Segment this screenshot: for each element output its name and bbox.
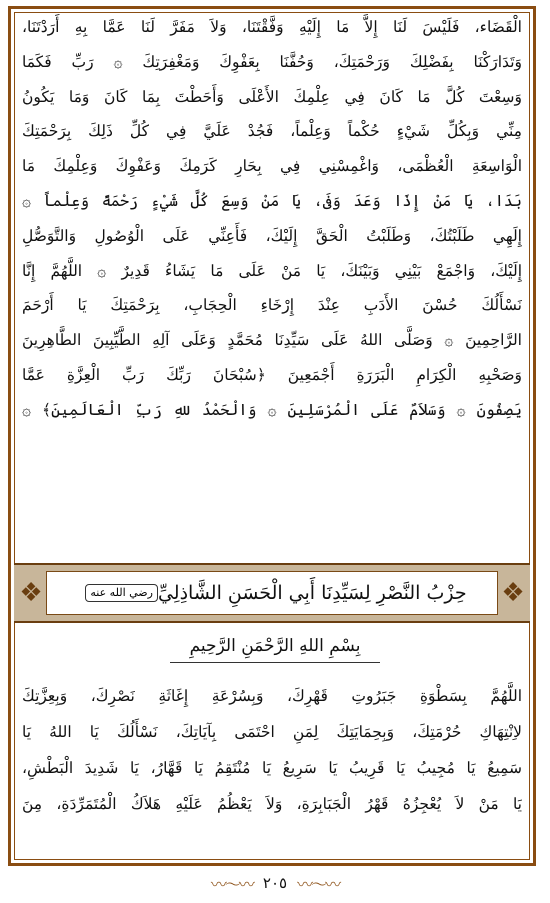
- text-line: مِنِّي وَبِكُلِّ شَيْءٍ حُكْماً وَعِلْماً، فَجُدْ عَلَيَّ فِي كُلِّ ذَلِكَ بِرَحْمَتِكَ: [22, 122, 522, 141]
- text-line: وَسِعْتَ كُلَّ مَا كَانَ فِي عِلْمِكَ الأَعْلَى وَأَحَطْتَ بِمَا كَانَ وَمَا يَكُونُ: [22, 87, 522, 106]
- page-footer: [0, 870, 550, 896]
- section-title: حِزْبُ النَّصْرِ لِسَيِّدِنَا أَبِي الْحَسَنِ الشَّاذِلِيِّ: [157, 582, 467, 604]
- text-line: الْوَاسِعَةِ الْعُظْمَى، وَاغْمِسْنِي فِي بِحَارِ كَرَمِكَ وَعَفْوِكَ وَعِلْمِكَ مَا: [22, 157, 522, 176]
- text-line: الرَّاحِمِينَ ۞ وَصَلَّى اللهُ عَلَى سَيِّدِنَا مُحَمَّدٍ وَعَلَى آلِهِ الطَّيِّبِينَ الطَّاهِرِينَ: [22, 331, 522, 350]
- text-line: إِلَيْكَ، وَاجْمَعْ بَيْنِي وَبَيْنَكَ، يَا مَنْ عَلَى مَا يَشَاءُ قَدِيرٌ ۞ اللَّهُمَّ إِنَّا: [22, 261, 522, 280]
- banner-inner: [46, 571, 498, 615]
- text-line: يَصِفُونَ ۞ وَسَلاَمٌ عَلَى الْمُرْسَلِينَ ۞ وَالْحَمْدُ للهِ رَبِّ الْعَالَمِينَ﴾ ۞: [22, 400, 522, 419]
- basmala-underline: [170, 662, 380, 663]
- basmala: بِسْمِ اللهِ الرَّحْمَنِ الرَّحِيمِ: [189, 636, 361, 656]
- text-line: الْقَضَاء، فَلَيْسَ لَنَا إِلاَّ مَا إِلَيْهِ وَفَّقْتَنَا، وَلاَ مَفَرَّ لَنَا عَمَّا بِهِ أَرَدْتَنَا،: [22, 18, 522, 36]
- flourish-icon: 〰〜〰: [297, 874, 340, 894]
- honorific-seal: رضي الله عنه: [85, 584, 158, 602]
- text-line: اللَّهُمَّ بِسَطْوَةِ جَبَرُوتِ قَهْرِكَ، وَبِسُرْعَةِ إِغَاثَةِ نَصْرِكَ، وَبِعِزَّتِكَ: [22, 687, 522, 705]
- hizb-text-block: [22, 678, 522, 822]
- text-line: نَسْأَلُكَ حُسْنَ الأَدَبِ عِنْدَ إِرْخَاءِ الْحِجَابِ، بِرَحْمَتِكَ يَا أَرْحَمَ: [22, 296, 522, 315]
- text-line: وَصَحْبِهِ الْكِرَامِ الْبَرَرَةِ أَجْمَعِينَ ﴿سُبْحَانَ رَبِّكَ رَبِّ الْعِزَّةِ عَمَّا: [22, 365, 522, 384]
- section-title-banner: [14, 563, 530, 623]
- ornament-icon: ❖: [501, 578, 525, 608]
- text-line: سَمِيعُ يَا مُجِيبُ يَا قَرِيبُ يَا سَرِيعُ يَا مُنْتَقِمُ يَا قَهَّارُ، يَا شَدِيدَ الْبَطْشِ،: [22, 759, 522, 777]
- text-line: بَدَا، يَا مَنْ إِذَا وَعَدَ وَفَى، يَا مَنْ وَسِعَ كُلَّ شَيْءٍ رَحْمَةً وَعِلْماً ۞: [22, 191, 522, 210]
- ornament-icon: ❖: [19, 578, 43, 608]
- text-line: لاِنْتِهَاكِ حُرْمَتِكَ، وَبِحِمَايَتِكَ لِمَنِ احْتَمَى بِآيَاتِكَ، نَسْأَلُكَ يَا اللهُ يَا: [22, 723, 522, 741]
- text-line: إِلَهِي طَلَبْتُكَ، وَطَلَبْتُ الْحَقَّ إِلَيْكَ، فَأَعِنِّي عَلَى الْوُصُولِ وَالتَّوَصُّلِ: [22, 226, 522, 245]
- main-text-block: [22, 10, 522, 428]
- page-number: ٢٠٥: [262, 874, 288, 892]
- text-line: يَا مَنْ لاَ يُعْجِزُهُ قَهْرُ الْجَبَابِرَةِ، وَلاَ يَعْظُمُ عَلَيْهِ هَلاَكُ الْمُتَمَرِّدَةِ، مِنَ: [22, 795, 522, 813]
- text-line: وَتَدَارَكْنَا بِفَضْلِكَ وَرَحْمَتِكَ، وَحُفَّنَا بِعَفْوِكَ وَمَغْفِرَتِكَ ۞ رَبِّ فَكَمَا: [22, 52, 522, 71]
- flourish-icon: 〰〜〰: [210, 874, 253, 894]
